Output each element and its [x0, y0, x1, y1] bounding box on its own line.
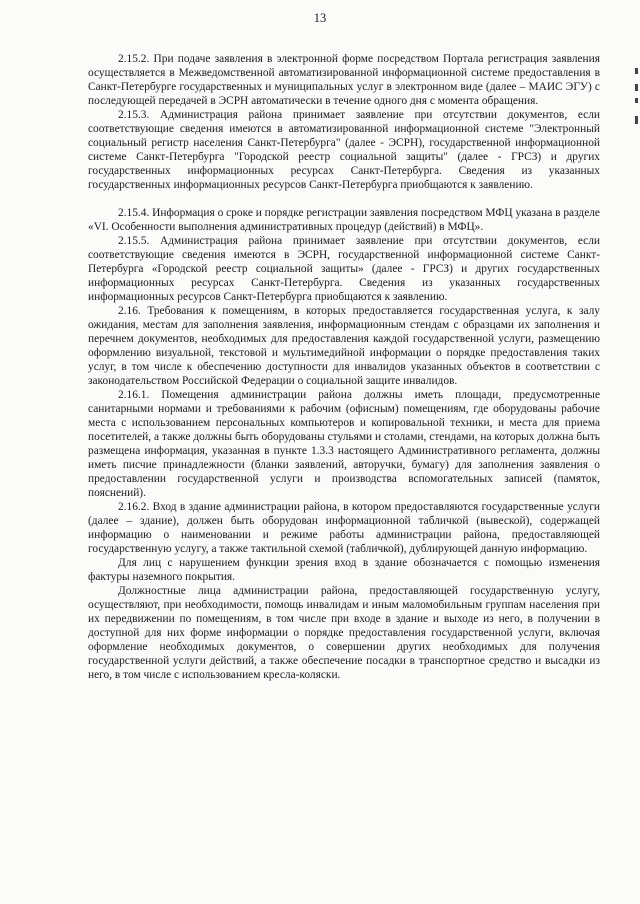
paragraph-vision-impaired: Для лиц с нарушением функции зрения вход в здание обозначается с помощью изменения фактуры наземного покрытия.: [88, 557, 600, 583]
paragraph-2-15-3: 2.15.3. Администрация района принимает заявление при отсутствии документов, если соответствующие сведения имеются в автоматизированной информационной системе "Электронный социальный регистр населения Санкт-Петербурга" (далее - ЭСРН), государственной информационной системе Санкт-Петербурга "Городской реестр социальной защиты" (далее - ГРСЗ) и других государственных информационных ресурсах Санкт-Петербурга. Сведения из указанных государственных информационных ресурсов Санкт-Петербурга приобщаются к заявлению.: [88, 109, 600, 191]
paragraph-2-15-4: 2.15.4. Информация о сроке и порядке регистрации заявления посредством МФЦ указана в разделе «VI. Особенности выполнения административных процедур (действий) в МФЦ».: [88, 207, 600, 233]
paragraph-2-16: 2.16. Требования к помещениям, в которых предоставляется государственная услуга, к залу ожидания, местам для заполнения заявления, информационным стендам с образцами их заполнения и перечнем документов, необходимых для предоставления каждой государственной услуги, размещению оформлению визуальной, текстовой и мультимедийной информации о порядке предоставления таких услуг, в том числе к обеспечению доступности для инвалидов указанных объектов в соответствии с законодательством Российской Федерации о социальной защите инвалидов.: [88, 305, 600, 387]
paragraph-2-16-1: 2.16.1. Помещения администрации района должны иметь площади, предусмотренные санитарными нормами и требованиями к рабочим (офисным) помещениям, где оборудованы рабочие места с использованием персональных компьютеров и копировальной техники, и места для приема посетителей, а также должны быть оборудованы стульями и столами, стендами, на которых должна быть размещена информация, указанная в пункте 1.3.3 настоящего Административного регламента, должны иметь писчие принадлежности (бланки заявлений, авторучки, бумагу) для заполнения заявления о предоставлении государственной услуги и производства вспомогательных записей (памяток, пояснений).: [88, 389, 600, 499]
paragraph-2-15-5: 2.15.5. Администрация района принимает заявление при отсутствии документов, если соответствующие сведения имеются в ЭСРН, государственной информационной системе Санкт-Петербурга «Городской реестр социальной защиты» (далее - ГРСЗ) и других государственных информационных ресурсах Санкт-Петербурга. Сведения из указанных государственных информационных ресурсов Санкт-Петербурга приобщаются к заявлению.: [88, 235, 600, 303]
paragraph-officials-assistance: Должностные лица администрации района, предоставляющей государственную услугу, осуществляют, при необходимости, помощь инвалидам и иным маломобильным группам населения при их передвижении по помещениям, в том числе при входе в здание и выходе из него, в получении в доступной для них форме информации о порядке предоставления государственной услуги, включая оформление необходимых документов, о совершении других необходимых для получения государственной услуги действий, а также обеспечение посадки в транспортное средство и высадки из него, в том числе с использованием кресла-коляски.: [88, 585, 600, 681]
page-number: 13: [313, 11, 327, 25]
scan-edge-marks: [632, 68, 638, 148]
paragraph-2-16-2: 2.16.2. Вход в здание администрации района, в котором предоставляются государственные услуги (далее – здание), должен быть оборудован информационной табличкой (вывеской), содержащей информацию о наименовании и режиме работы администрации района, предоставляющей государственную услугу, а также тактильной схемой (табличкой), дублирующей данную информацию.: [88, 501, 600, 555]
document-body: [88, 52, 600, 682]
paragraph-2-15-2: 2.15.2. При подаче заявления в электронной форме посредством Портала регистрация заявления осуществляется в Межведомственной автоматизированной информационной системе предоставления в Санкт-Петербурге государственных и муниципальных услуг в электронном виде (далее – МАИС ЭГУ) с последующей передачей в ЭСРН автоматически в течение одного дня с момента обращения.: [88, 53, 600, 107]
